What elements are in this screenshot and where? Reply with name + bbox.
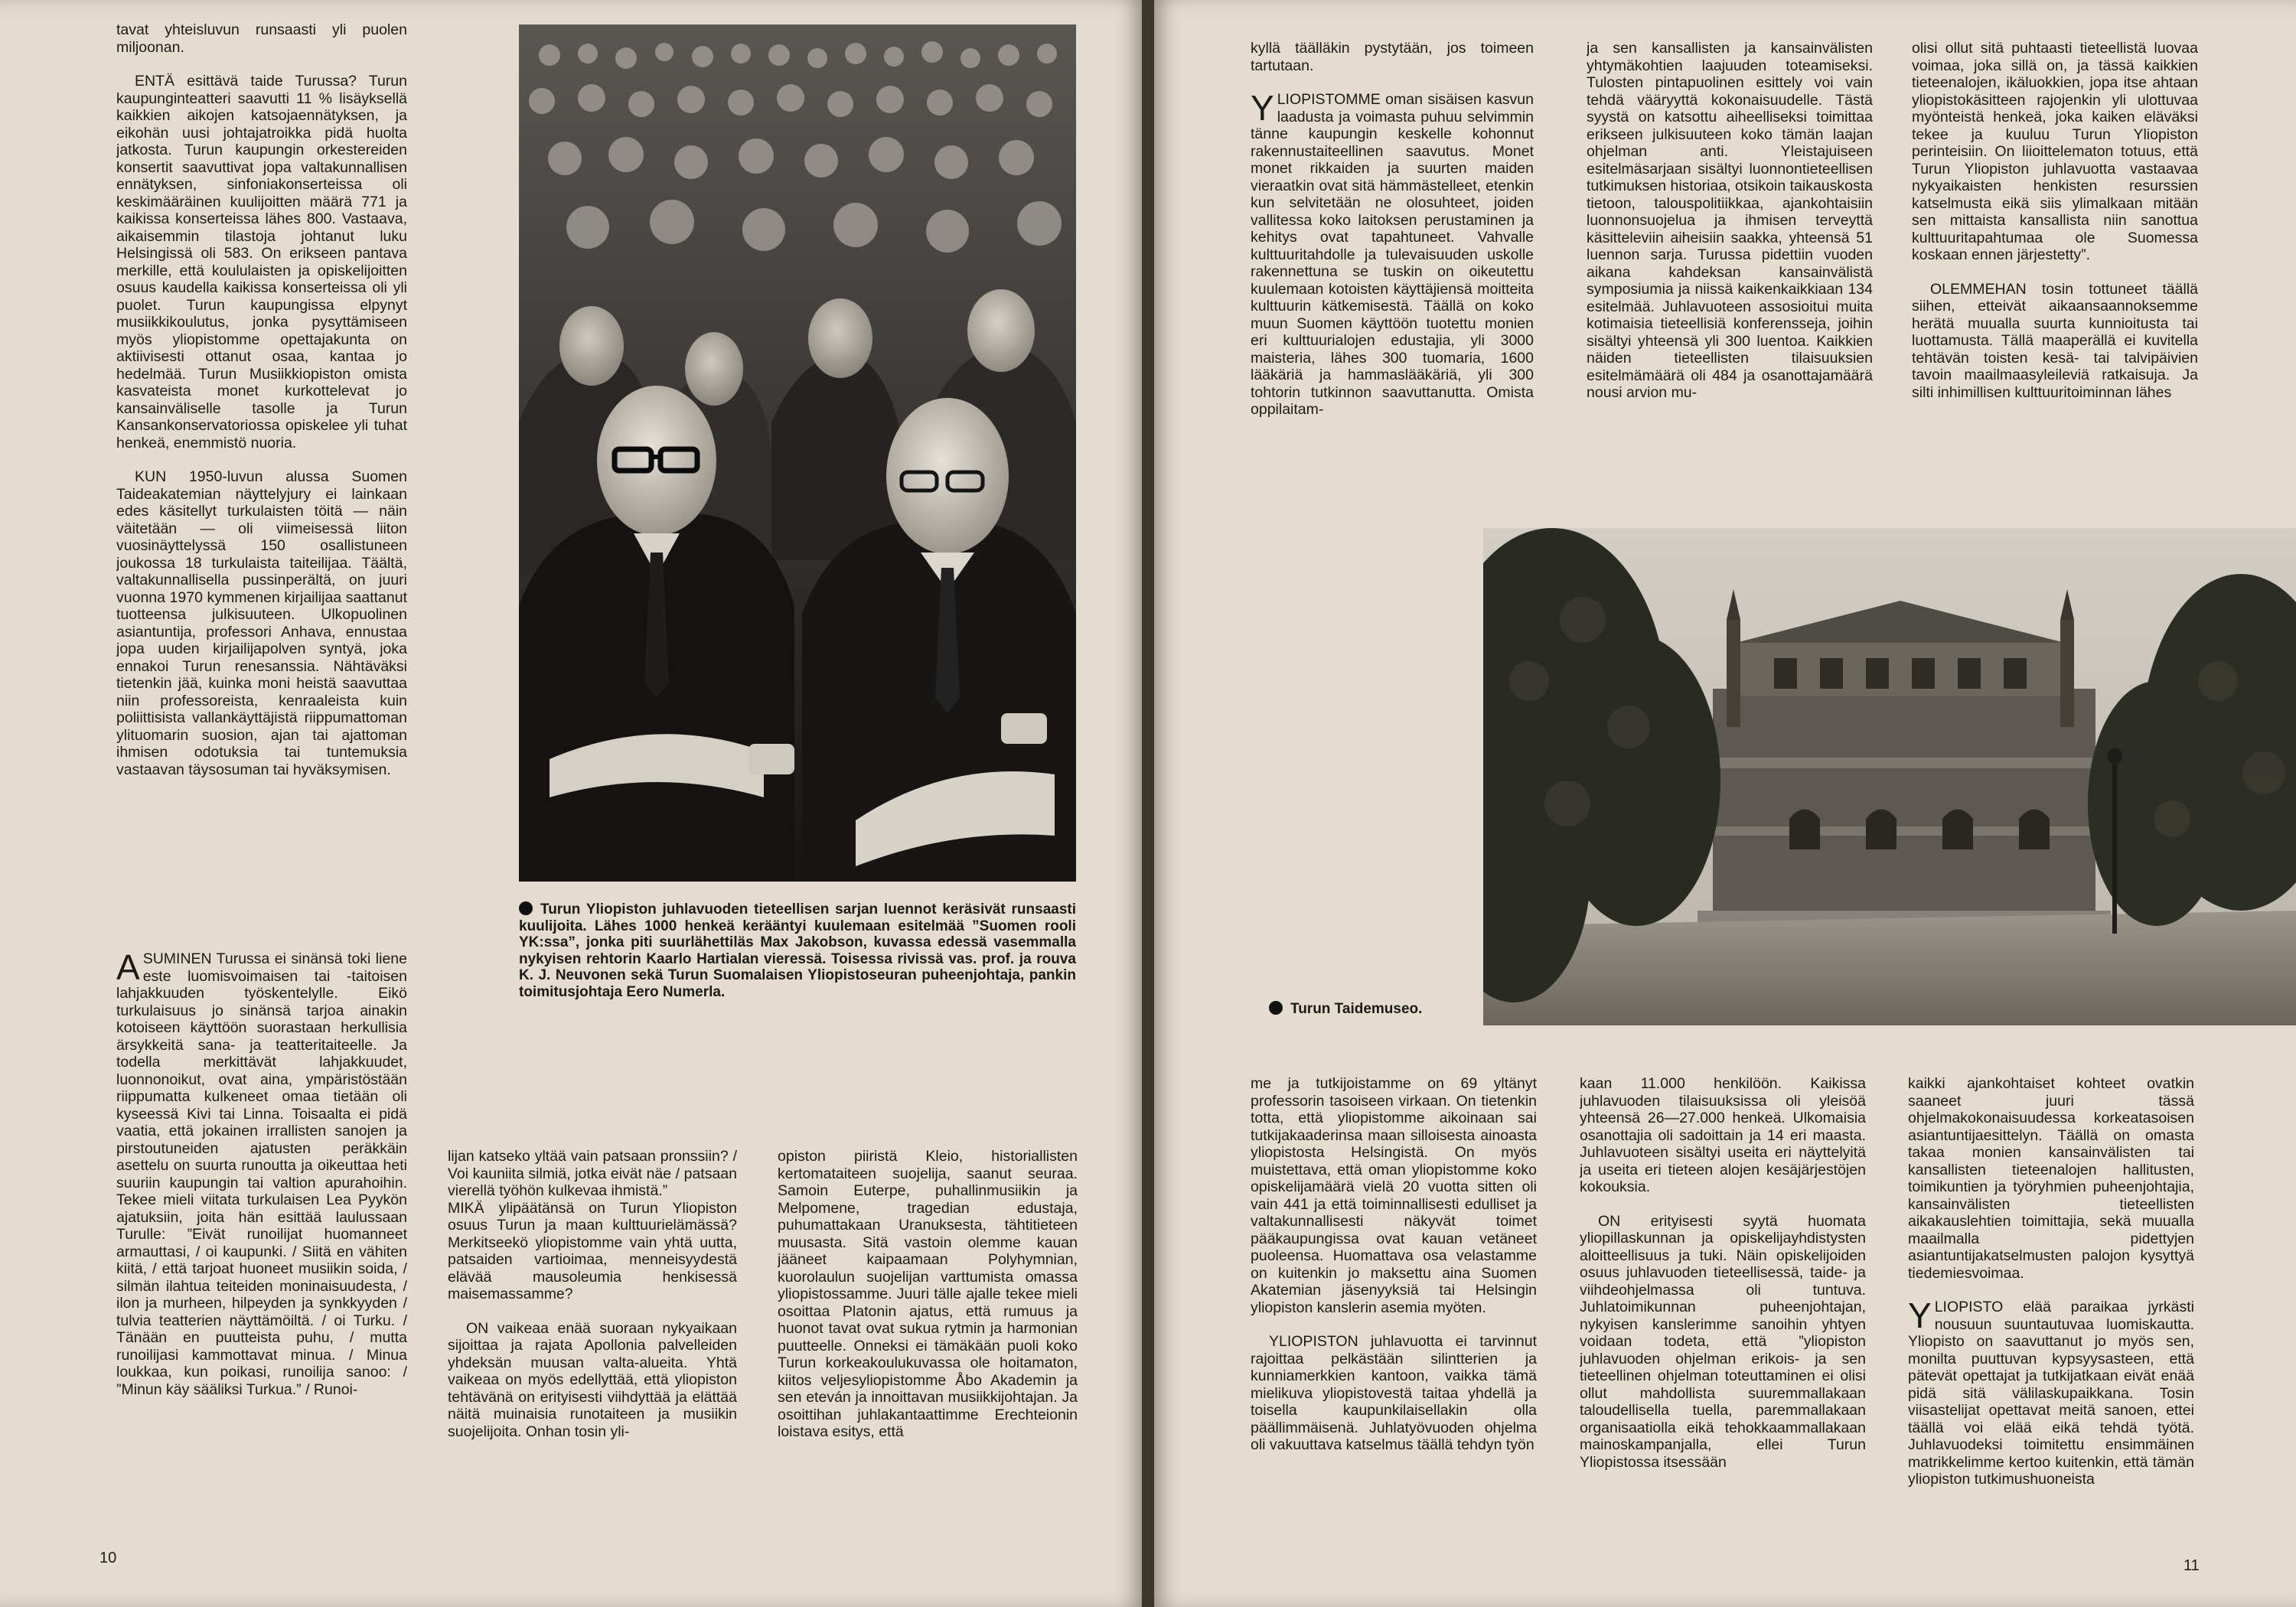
paragraph: me ja tutkijoistamme on 69 yltänyt professorin tasoiseen virkaan. On tietenkin totta, että yliopistomme aikoinaan sai tutkijakaaderinsa maan silloisesta ainoasta yliopistosta Helsingistä. On myös muistettava, että oman yliopistomme koko opiskelijamäärä vielä 20 vuotta sitten oli vain 441 ja että toiminnallisesti edulliset ja valtakunnallisesti näkyvät toimet pääkaupungissa ovat kauan vetäneet puoleensa. Huomattava osa velastamme on kuitenkin jo maksettu aina Suomen Akatemian jäsenyyksiä tai Helsingin yliopiston kanslerin asemia myöten. (1251, 1075, 1537, 1316)
photo-caption (519, 901, 1076, 1035)
left-page (0, 0, 1142, 1607)
paragraph: SUMINEN Turussa ei sinänsä toki liene este luomisvoimaisen tai -taitoisen lahjakkuuden työskentelylle. Eikö turkulaisuus jo sinänsä tarjoa ainakin kotoiseen käyttöön suorastaan herkullisia ärsykkeitä sana- ja teatteritaiteelle. Ja todella merkittävät lahjakkuudet, luonnonoikut, ovat aina, ympäristöstään riippumatta kulkeneet omaa tietään oli kyseessä Kivi tai Linna. Toisaalta ei pidä vaatia, että jokainen irrallisten sanojen ja pirstoutuneiden ajatusten peräkkäin asettelu on suurta runoutta ja oikeuttaa heti suuriin kaupungin tai valtion apurahoihin. Tekee mieli viitata turkulaisen Lea Pyykön ajatuksiin, joita hän esittää laulussaan Turulle: ”Eivät runoilijat huomanneet armauttasi, / oi kaupunki. / Siitä en vähiten kiitä, / että tarjoat huoneet musiikin soida, / silmän ilahtua teiteiden moninaisuudesta, / ilon ja murheen, hilpeyden ja synkkyyden / tulvia teatterien näyttämöiltä. / oi Turku. / Tänään en puutteista puhu, / mutta runoilijasi kammottavat minua. / Minua loukkaa, kun poikasi, runoilija sanoo: / ”Minun käy sääliksi Turkua.” / Runoi- (116, 950, 407, 1398)
book-gutter (1142, 0, 1154, 1607)
column-left-bottom (116, 950, 407, 1509)
column-3-bottom (1908, 1075, 2194, 1542)
caption-text: Turun Taidemuseo. (1290, 1001, 1423, 1017)
paragraph: KUN 1950-luvun alussa Suomen Taideakatemian näyttelyjury ei lainkaan edes käsitellyt turkulaisten töitä — näin väitetään — oli viimeisessä liiton vuosinäyttelyssä 150 osallistuneen joukossa 18 turkulaista taiteilijaa. Täältä, valtakunnallisella pussinperältä, on juuri vuonna 1970 kymmenen kirjailijaa saattanut tuotteensa julkisuuteen. Ulkopuolinen asiantuntija, professori Anhava, ennustaa jopa uuden kirjailijapolven syntyä, joka ennakoi Turun renesanssia. Nähtäväksi tietenkin jää, kuinka moni heistä saavuttaa niin professoreista, kenraaleista kuin poliittisista vallankäyttäjistä riippumattoman ylituomarin suosion, ajan tai ajattoman ihmisen odotuksia tai tuntemuksia vastaavan täysosuman tai hyväksymisen. (116, 468, 407, 778)
paragraph: tavat yhteisluvun runsaasti yli puolen miljoonan. (116, 21, 407, 56)
column-left-top (116, 21, 407, 944)
paragraph: ON vaikeaa enää suoraan nykyaikaan sijoittaa ja rajata Apollonia palvelleiden yhdeksän muusan valta-alueita. Yhtä vaikeaa on myös edellyttää, että yliopiston tehtävänä on erityisesti viihdyttää ja elättää näitä muinaisia runotaiteen ja musiikin suojelijoita. Onhan tosin yli- (448, 1319, 737, 1440)
caption-text: Turun Yliopiston juhlavuoden tieteellisen sarjan luennot keräsivät runsaasti kuulijoita. Lähes 1000 henkeä kerääntyi kuulemaan esitelmää ”Suomen rooli YK:ssa”, jonka piti suurlähettiläs Max Jakobson, kuvassa edessä vasemmalla nykyisen rehtorin Kaarlo Hartialan vieressä. Toisessa rivissä vas. prof. ja rouva K. J. Neuvonen sekä Turun Suomalaisen Yliopistoseuran puheenjohtaja, pankin toimitusjohtaja Eero Numerla. (519, 901, 1076, 1000)
audience-illustration (519, 24, 1076, 882)
bullet-icon (1269, 1001, 1283, 1015)
column-right-bottom (778, 1148, 1078, 1515)
paragraph: kyllä täälläkin pystytään, jos toimeen tartutaan. (1251, 40, 1534, 74)
column-1-top (1251, 40, 1534, 476)
paragraph: ja sen kansallisten ja kansainvälisten yhtymäkohtien laajuuden toteamiseksi. Tulosten pintapuolinen esittely voi vain tehdä vääryyttä kokonaisuudelle. Tästä syystä on katsottu aiheelliseksi toimittaa erikseen julkisuuteen koko tämän laajan ohjelman anti. Yleistajuiseen esitelmäsarjaan sisältyi luonnontieteellisen tutkimuksen historiaa, otsikoin taikauskosta tietoon, talouspolitiikkaa, ajankohtaisiin luonnonsuojelua ja ihmisen terveyttä käsitteleviin aiheisiin saakka, yhteensä 51 luennon sarja. Turussa pidettiin vuoden aikana kahdeksan kansainvälistä symposiumia ja niissä kaikenkaikkiaan 134 esitelmää. Juhlavuoteen assosioitui muita kotimaisia tieteellisiä konferensseja, joihin sisältyi yhteensä yli 300 luentoa. Kaikkien näiden tieteellisten tilaisuuksien esitelmämäärä oli 484 ja osanottajamäärä nousi arvion mu- (1587, 40, 1873, 401)
paragraph: kaikki ajankohtaiset kohteet ovatkin saaneet juuri tässä ohjelmakokonaisuudessa korkeatasoisen asiantuntijaesittelyn. Täällä on omasta takaa monien kansainvälisten tai kansallisten tieteenalojen hallitusten, toimikuntien ja työryhmien puheenjohtajia, kansainvälisten tieteellisten aikakauslehtien toimittajia, sekä muualla maailmalla pidettyjen asiantuntijakatselmusten palojon kysyttyä tiedemiesvoimaa. (1908, 1075, 2194, 1282)
paragraph-text: LIOPISTO elää paraikaa jyrkästi nousuun suuntautuvaa luomiskautta. Yliopisto on saavuttanut jo myös sen, monilta puuttuvan kypsyysasteen, että pätevät opettajat ja tutkijatkaan eivät enää pidä sitä välilaskupaikkana. Tosin viisastelijat opettavat meitä sanoen, ettei täällä voi elää eikä tehdä työtä. Juhlavuodeksi toimitettu ensimmäinen matrikkelimme kertoo kuitenkin, että tämän yliopiston tutkimushuoneista (1908, 1299, 2194, 1488)
drop-cap: Y (1908, 1296, 1932, 1335)
column-mid-bottom (448, 1148, 737, 1515)
paragraph-text: LIOPISTOMME oman sisäisen kasvun laadusta ja voimasta puhuu selvimmin tänne kaupungin keskelle kohonnut rakennustaiteellinen saavutus. Monet monet rikkaiden ja suurten maiden vieraatkin ovat sitä hämmästelleet, etenkin kun selvitetään ne olosuhteet, joiden vallitessa koko laitoksen perustaminen ja kehitys ovat tapahtuneet. Vahvalle kulttuuritahdolle ja tulevaisuuden uskolle rakennettuna se tuskin on oikeutettu kuulemaan kotoisten käyttäjiensä moitteita kulttuurin kätkemisestä. Täällä on koko muun Suomen käyttöön tuotettu monien eri kulttuurialojen edustajia, yli 3000 maisteria, lähes 300 tuomaria, 1600 lääkäriä ja hammaslääkäriä, yli 300 tohtorin tutkinnon saavuttanutta. Omista oppilaitam- (1251, 91, 1534, 418)
paragraph: kaan 11.000 henkilöön. Kaikissa juhlavuoden tilaisuuksissa oli yleisöä yhteensä 26—27.000 henkeä. Ulkomaisia osanottajia oli sadoittain ja 14 eri maasta. Juhlavuoteen sisältyi useita eri näyttelyitä ja useita eri tieteen alojen kesäjärjestöjen kokouksia. (1580, 1075, 1866, 1195)
drop-cap: Y (1251, 88, 1274, 128)
column-3-top (1912, 40, 2198, 476)
paragraph (1908, 1296, 2194, 1488)
bullet-icon (519, 901, 533, 915)
paragraph: ON erityisesti syytä huomata yliopillaskunnan ja opiskelijayhdistysten aloitteellisuus ja tuki. Näin opiskelijoiden osuus juhlavuoden tieteellisessä, taide- ja viihdeohjelmassa oli tuntuva. Juhlatoimikunnan puheenjohtajan, nykyisen kanslerimme sanoihin yhtyen voidaan todeta, että ”yliopiston juhlavuoden ohjelman erikois- ja sen tieteellinen ohjelman toteuttaminen ei olisi ollut mahdollista suuremmallakaan taloudellisella tuella, paremmallakaan organisaatiolla eikä tehokkaammallakaan mainoskampanjalla, ellei Turun Yliopistossa itsessään (1580, 1212, 1866, 1471)
paragraph: ENTÄ esittävä taide Turussa? Turun kaupunginteatteri saavutti 11 % lisäyksellä kaikkien aikojen katsojaennätyksen, ja eikohän uusi johtajatroikka pidä huolta jatkosta. Turun kaupungin orkestereiden konsertit saavuttivat jopa valtakunnallisen ennätyksen, sinfoniakonserteissa oli keskimääräinen kuulijoitten määrä 771 ja kaikissa konserteissa lähes 800. Vastaava, aikaisemmin tilastoja johtanut luku Helsingissä oli 583. On erikseen pantava merkille, että koululaisten ja opiskelijoitten osuus kaudella kaikissa konserteissa oli yli puolet. Turun kaupungissa elpynyt musiikkikoulutus, jonka pysyttämiseen myös yliopistomme opettajakunta on aktiivisesti ottanut osaa, kantaa jo hedelmää. Turun Musiikkiopiston omista kasvateista monet kurkottelevat jo kansainväliselle tasolle ja Turun Kansankonservatoriossa opiskelee yli tuhat henkeä, enemmistö nuoria. (116, 73, 407, 451)
drop-cap: A (116, 950, 140, 987)
lecture-audience-photo (519, 24, 1076, 882)
paragraph: OLEMMEHAN tosin tottuneet täällä siihen, etteivät aikaansaannoksemme herätä muualla suurta kunnioitusta tai luottamusta. Tällä maaperällä ei kuvitella tehtävän toisten kesä- tai talvipäivien tavoin maailmaasyleileviä ratkaisuja. Ja silti inhimillisen kulttuuritoiminnan lähes (1912, 280, 2198, 401)
page-number: 11 (2183, 1557, 2200, 1574)
column-1-bottom (1251, 1075, 1537, 1542)
right-page (1154, 0, 2296, 1607)
museum-illustration (1483, 528, 2296, 1025)
paragraph: olisi ollut sitä puhtaasti tieteellistä luovaa voimaa, joka sillä on, ja tässä kaikkien tieteenalojen, ikäluokkien, jopa itse ahtaan yliopistokäsitteen rajojenkin yli ulottuvaa myönteistä henkeä, joka kaiken eläväksi tekee ja kuuluu Turun Yliopiston perinteisiin. On liioittelematon totuus, että Turun Yliopiston juhlavuotta vastaavaa nykyaikaisten henkisten resurssien katselmusta eikä siis ylimalkaan mitään sen mittaista kansallista niin sanottua kulttuuritapahtumaa ole Suomessa koskaan ennen järjestetty”. (1912, 40, 2198, 263)
museum-caption (1269, 1001, 1483, 1024)
column-2-bottom (1580, 1075, 1866, 1542)
paragraph: opiston piiristä Kleio, historiallisten kertomataiteen suojelija, saanut seuraa. Samoin Euterpe, puhallinmusiikin ja Melpomene, tragedian edustaja, puhumattakaan Uranuksesta, tähtitieteen muusasta. Sitä vastoin olemme kauan jääneet kaipaamaan Polyhymnian, kuorolaulun suojelijan varttumista omassa yliopistossamme. Juuri tälle ajalle tekee mieli osoittaa Platonin ajatus, että rumuus ja huonot tavat ovat sukua rytmin ja harmonian puutteelle. Onneksi ei tämäkään puoli koko Turun korkeakoulukuvassa ole hoitamaton, kiitos veljesyliopistomme Åbo Akademin ja sen eteván ja innoittavan musiikkijohtajan. Ja osoittihan juhlakantaattimme Erechteionin loistava esitys, että (778, 1148, 1078, 1440)
paragraph: YLIOPISTON juhlavuotta ei tarvinnut rajoittaa pelkästään silintterien ja kunniamerkkien kantoon, vaikka tämä mielikuva yliopistovestä taitaa yhdellä ja toisella kaupunkilaisellakin olla päällimmäisenä. Juhlatyövuoden ohjelma oli vakuuttava katselmus täällä tehdyn työn (1251, 1333, 1537, 1453)
paragraph: lijan katseko yltää vain patsaan pronssiin? / Voi kauniita silmiä, jotka eivät näe / patsaan vierellä työhön kulkevaa ihmistä.” MIKÄ ylipäätänsä on Turun Yliopiston osuus Turun ja maan kulttuurielämässä? Merkitseekö yliopistomme vain yhtä uutta, patsaiden vartioimaa, menneisyydestä elävää mausoleumia henkisessä maisemassamme? (448, 1148, 737, 1302)
art-museum-photo (1483, 528, 2296, 1025)
page-number: 10 (99, 1550, 117, 1566)
column-2-top (1587, 40, 1873, 476)
paragraph (1251, 88, 1534, 419)
